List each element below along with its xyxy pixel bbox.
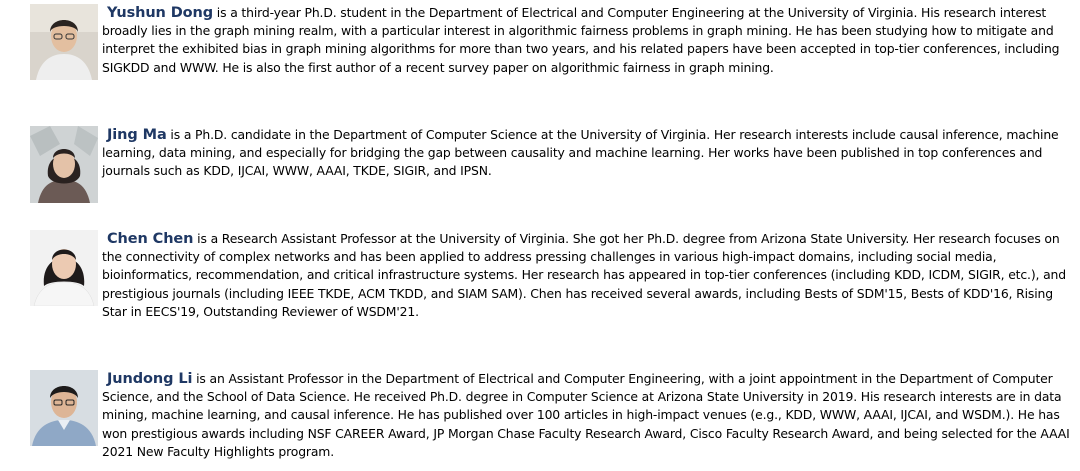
portrait-photo: [30, 230, 98, 306]
portrait-photo: [30, 4, 98, 80]
bio-text: [102, 4, 1075, 77]
bio-text: [102, 370, 1075, 461]
bio-description: is a Ph.D. candidate in the Department of Computer Science at the University of Virginia. Her research interests include causal inference, machine learning, data mining, and especially for bridging the gap between causality and machine learning. Her works have been published in top conferences and journals such as KDD, IJCAI, WWW, AAAI, TKDE, SIGIR, and IPSN.: [102, 127, 1059, 179]
bio-text: [102, 126, 1075, 181]
person-photo-icon: [30, 126, 98, 203]
person-name: Jing Ma: [107, 127, 167, 143]
bio-description: is a Research Assistant Professor at the University of Virginia. She got her Ph.D. degree from Arizona State University. Her research focuses on the connectivity of complex networks and has been applied to address pressing challenges in various high-impact domains, including social media, bioinformatics, recommendation, and critical infrastructure systems. Her research has appeared in top-tier conferences (including KDD, ICDM, SIGIR, etc.), and prestigious journals (including IEEE TKDE, ACM TKDD, and SIAM SAM). Chen has received several awards, including Bests of SDM'15, Bests of KDD'16, Rising Star in EECS'19, Outstanding Reviewer of WSDM'21.: [102, 231, 1066, 319]
bio-text: [102, 230, 1075, 321]
person-name: Chen Chen: [107, 231, 194, 247]
bio-description: is a third-year Ph.D. student in the Department of Electrical and Computer Engineering at the University of Virginia. His research interest broadly lies in the graph mining realm, with a particular interest in algorithmic fairness problems in graph mining. He has been studying how to mitigate and interpret the exhibited bias in graph mining algorithms for more than two years, and his related papers have been accepted in top-tier conferences, including SIGKDD and WWW. He is also the first author of a recent survey paper on algorithmic fairness in graph mining.: [102, 5, 1060, 75]
portrait-photo: [30, 126, 98, 203]
person-photo-icon: [30, 230, 98, 306]
person-name: Yushun Dong: [107, 5, 214, 21]
bio-description: is an Assistant Professor in the Department of Electrical and Computer Engineering, with a joint appointment in the Department of Computer Science, and the School of Data Science. He received Ph.D. degree in Computer Science at Arizona State University in 2019. His research interests are in data mining, machine learning, and causal inference. He has published over 100 articles in high-impact venues (e.g., KDD, WWW, AAAI, IJCAI, and WSDM.). He has won prestigious awards including NSF CAREER Award, JP Morgan Chase Faculty Research Award, Cisco Faculty Research Award, and being selected for the AAAI 2021 New Faculty Highlights program.: [102, 371, 1070, 459]
portrait-photo: [30, 370, 98, 446]
person-photo-icon: [30, 4, 98, 80]
person-photo-icon: [30, 370, 98, 446]
person-name: Jundong Li: [107, 371, 193, 387]
